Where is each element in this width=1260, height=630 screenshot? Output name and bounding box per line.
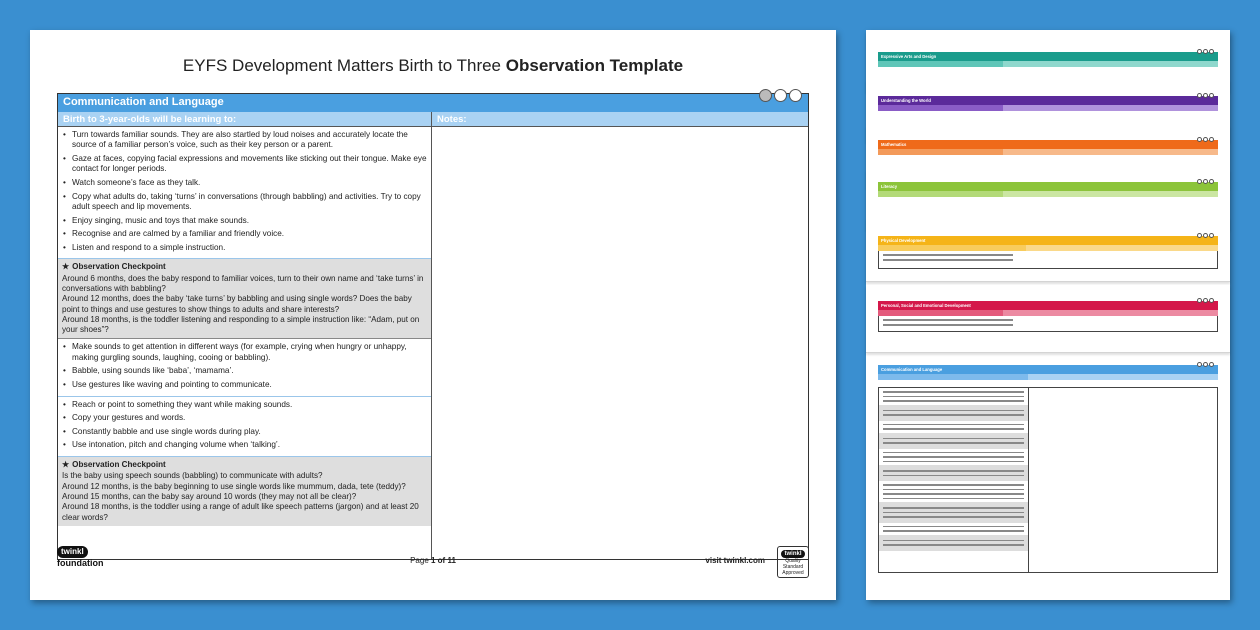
observation-table [57,93,809,560]
learning-list-1 [58,127,431,259]
list-item: • Use intonation, pitch and changing volume when ‘talking’. [62,440,427,450]
page-footer [57,546,809,574]
thumbnail-table [878,387,1218,573]
thumbnail-front-page[interactable] [866,357,1230,600]
thumbnail-col-head [878,149,1218,155]
checkpoint-title-text: Observation Checkpoint [72,460,166,470]
visit-text: visit twinkl.com [705,556,765,565]
thumbnail-lines [878,251,1218,269]
punch-holes [759,89,802,102]
list-item: • Babble, using sounds like ‘baba’, ‘mamama’. [62,366,427,376]
observation-checkpoint-1 [58,259,431,339]
punch-hole [774,89,787,102]
checkpoint-title [62,262,427,272]
section-title: Communication and Language [63,96,224,108]
section-header [58,94,808,112]
title-regular: EYFS Development Matters Birth to Three [182,56,502,75]
badge-text: Quality Standard Approved [782,558,804,576]
list-item: • Constantly babble and use single words during play. [62,427,427,437]
thumbnail-col-head [878,61,1218,67]
thumbnail-section-bar [878,96,1218,105]
logo-bottom: foundation [57,558,104,568]
checkpoint-line: Is the baby using speech sounds (babbling) to communicate with adults? [62,471,323,481]
star-icon: ★ [62,460,70,470]
checkpoint-line: Around 18 months, is the toddler using a range of adult like speech patterns (jargon) and at least 20 clear words? [62,502,419,522]
page-label: Page [410,556,429,565]
learning-list-2 [58,339,431,396]
thumbnail-title: Physical Development [881,238,926,243]
list-item: • Recognise and are calmed by a familiar and friendly voice. [62,229,427,239]
thumbnail-page[interactable] [866,285,1230,353]
notes-column-header: Notes: [432,112,808,127]
thumbnail-section-bar [878,301,1218,310]
checkpoint-title-text: Observation Checkpoint [72,262,166,272]
observation-checkpoint-2 [58,457,431,526]
thumbnail-lines [878,316,1218,332]
quality-badge [777,546,809,578]
logo-top: twinkl [57,546,88,558]
thumbnail-title: Personal, Social and Emotional Development [881,303,971,308]
document-page [30,30,836,600]
thumbnail-title: Understanding the World [881,98,931,103]
punch-hole [789,89,802,102]
page-number [57,556,809,565]
thumbnail-col-head [878,191,1218,197]
list-item: • Copy your gestures and words. [62,413,427,423]
thumbnail-section-bar [878,140,1218,149]
thumbnail-col-head [878,105,1218,111]
thumbnail-section-bar [878,52,1218,61]
star-icon: ★ [62,262,70,272]
list-item: • Enjoy singing, music and toys that make sounds. [62,216,427,226]
list-item: • Gaze at faces, copying facial expressions and movements like sticking out their tongue. Make eye contact for longer periods. [62,154,427,175]
checkpoint-title [62,460,427,470]
list-item: • Use gestures like waving and pointing to communicate. [62,380,427,390]
thumbnail-section-bar [878,365,1218,374]
title-bold: Observation Template [505,56,684,75]
punch-hole [759,89,772,102]
list-item: • Watch someone’s face as they talk. [62,178,427,188]
thumbnail-title: Expressive Arts and Design [881,54,937,59]
checkpoint-line: Around 12 months, is the baby beginning to use single words like mummum, dada, tete (teddy)? [62,481,406,491]
page-title [30,56,836,76]
list-item: • Listen and respond to a simple instruction. [62,243,427,253]
learning-column [58,127,432,559]
list-item: • Reach or point to something they want while making sounds. [62,400,427,410]
thumbnail-left-col [879,388,1029,572]
thumbnail-page[interactable] [866,218,1230,282]
learning-list-3 [58,397,431,457]
thumbnail-section-bar [878,182,1218,191]
checkpoint-line: Around 18 months, is the toddler listening and responding to a simple instruction like: “Adam, put on your shoes”? [62,314,420,335]
thumbnail-title: Mathematics [881,142,907,147]
thumbnail-title: Communication and Language [881,367,943,372]
list-item: • Make sounds to get attention in different ways (for example, crying when hungry or unhappy, making gurgling sounds, laughing, cooing or babbling). [62,342,427,363]
list-item: • Copy what adults do, taking ‘turns’ in conversations (through babbling) and activities. Try to copy adult speech and lip movements. [62,192,427,213]
thumbnail-col-head [878,374,1218,380]
page-current: 1 of 11 [431,556,456,565]
thumbnail-section-bar [878,236,1218,245]
thumbnail-title: Literacy [881,184,898,189]
list-item: • Turn towards familiar sounds. They are also startled by loud noises and accurately locate the source of a familiar person’s voice, such as their key person or a parent. [62,130,427,151]
visit-link[interactable] [705,556,765,565]
checkpoint-line: Around 6 months, does the baby respond to familiar voices, turn to their own name and ‘take turns’ in conversations with babbling? [62,273,424,293]
checkpoint-line: Around 15 months, can the baby say around 10 words (they may not all be clear)? [62,491,357,501]
learning-column-header: Birth to 3-year-olds will be learning to: [58,112,432,127]
checkpoint-line: Around 12 months, does the baby ‘take turns’ by babbling and using single words? Does the baby point to things and use gestures to show things to adults and share interests? [62,294,412,314]
badge-logo: twinkl [781,550,804,558]
notes-area[interactable] [432,127,808,559]
